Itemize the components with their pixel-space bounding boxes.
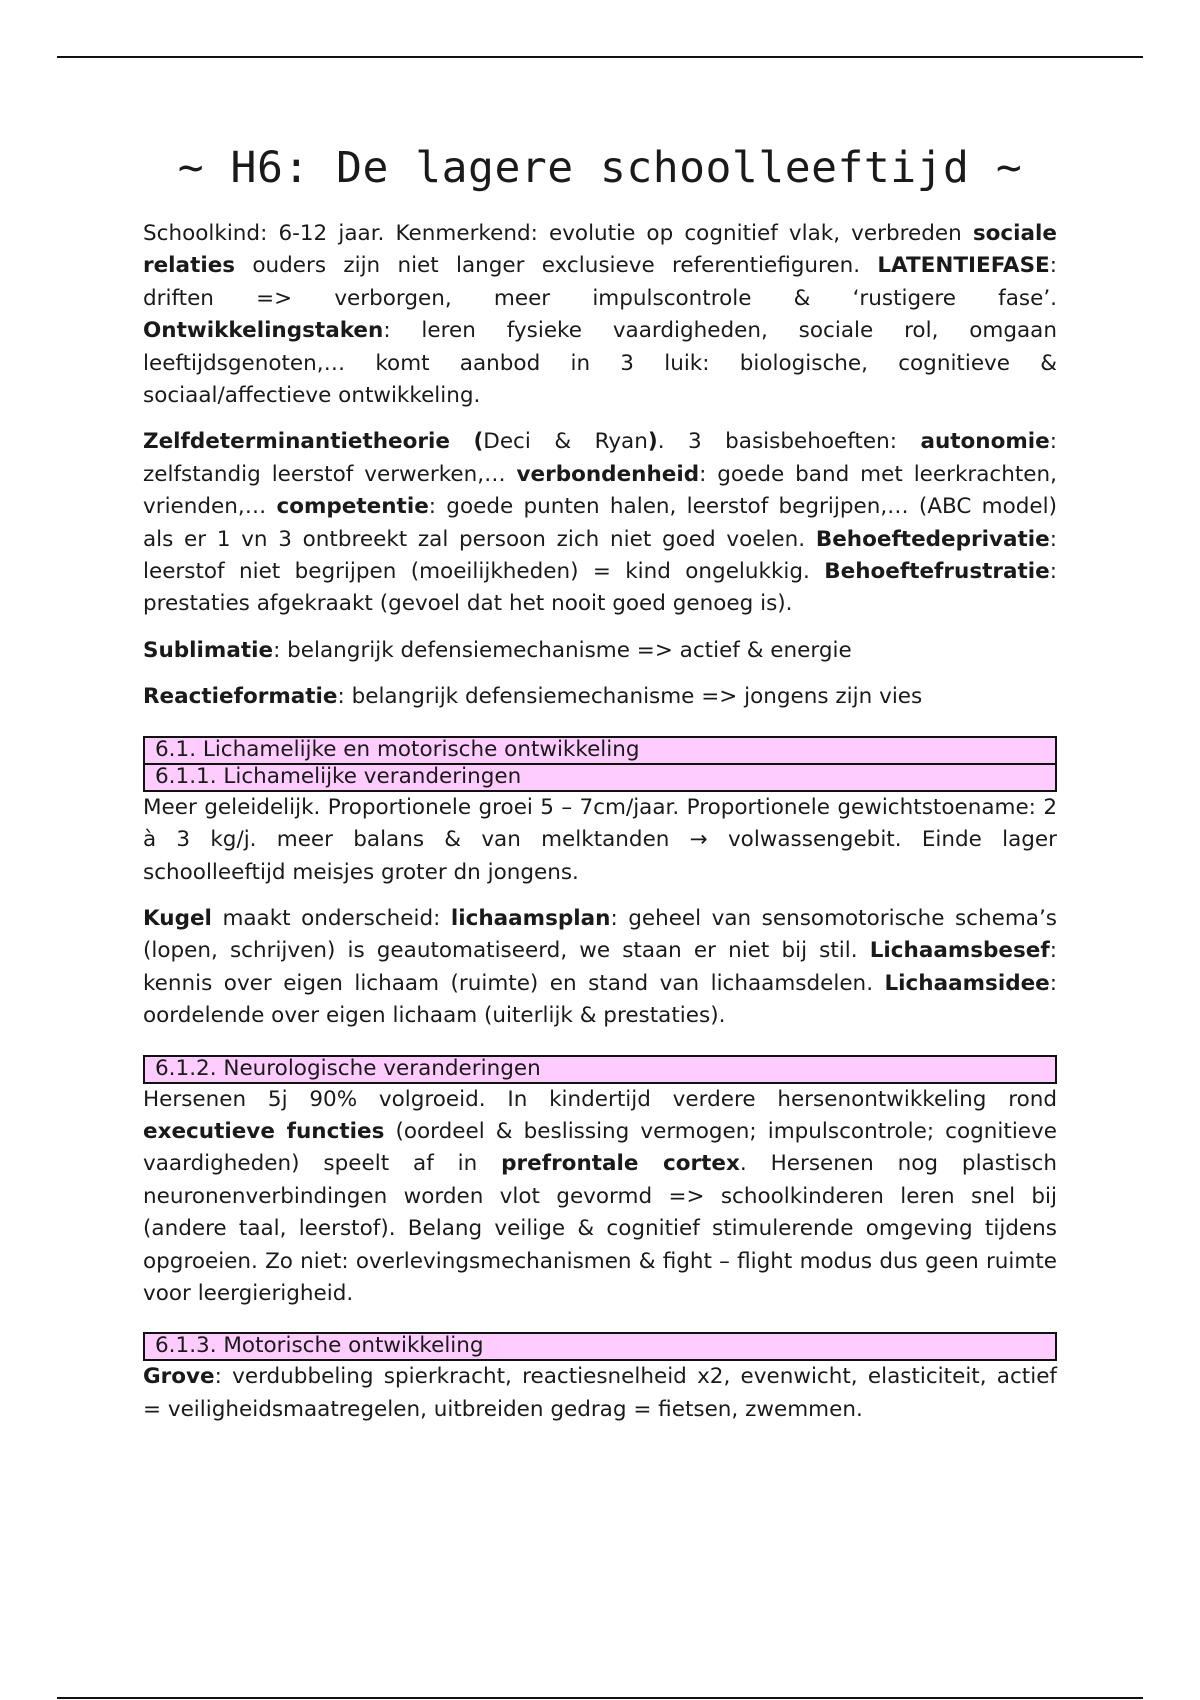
page-title: ~ H6: De lagere schoolleeftijd ~ <box>177 143 1023 193</box>
lichamelijke-paragraph: Meer geleidelijk. Proportionele groei 5 – 7cm/jaar. Proportionele gewichtstoename: 2 à 3 kg/j. meer balans & van melktanden → volwassengebit. Einde lager schoolleeftijd meisjes groter dn jongens. <box>143 794 1057 885</box>
top-rule <box>57 56 1143 58</box>
motorische-paragraph: Grove: verdubbeling spierkracht, reactiesnelheid x2, evenwicht, elasticiteit, actief = veiligheidsmaatregelen, uitbreiden gedrag = fietsen, zwemmen. <box>143 1364 1057 1422</box>
document-page <box>143 140 1057 1440</box>
sublimatie-paragraph: Sublimatie: belangrijk defensiemechanisme => actief & energie <box>143 637 852 663</box>
neurologische-paragraph: Hersenen 5j 90% volgroeid. In kindertijd verdere hersenontwikkeling rond executieve functies (oordeel & beslissing vermogen; impulscontrole; cognitieve vaardigheden) speelt af in prefrontale cortex. Hersenen nog plastisch neuronenverbindingen worden vlot gevormd => schoolkinderen leren snel bij (andere taal, leerstof). Belang veilige & cognitief stimulerende omgeving tijdens opgroeien. Zo niet: overlevingsmechanismen & fight – flight modus dus geen ruimte voor leergierigheid. <box>143 1086 1057 1306</box>
intro-paragraph: Schoolkind: 6-12 jaar. Kenmerkend: evolutie op cognitief vlak, verbreden sociale relaties ouders zijn niet langer exclusieve referentiefiguren. LATENTIEFASE: driften => verborgen, meer impulscontrole & ‘rustigere fase’. Ontwikkelingstaken: leren fysieke vaardigheden, sociale rol, omgaan leeftijdsgenoten,… komt aanbod in 3 luik: biologische, cognitieve & sociaal/affectieve ontwikkeling. <box>143 221 1057 409</box>
section-heading-6-1-1: 6.1.1. Lichamelijke veranderingen <box>143 765 1057 792</box>
zelfdeterminantie-paragraph: Zelfdeterminantietheorie (Deci & Ryan). 3 basisbehoeften: autonomie: zelfstandig leerstof verwerken,… verbondenheid: goede band met leerkrachten, vrienden,… competentie: goede punten halen, leerstof begrijpen,… (ABC model) als er 1 vn 3 ontbreekt zal persoon zich niet goed voelen. Behoeftedeprivatie: leerstof niet begrijpen (moeilijkheden) = kind ongelukkig. Behoeftefrustratie: prestaties afgekraakt (gevoel dat het nooit goed genoeg is). <box>143 429 1058 617</box>
reactieformatie-paragraph: Reactieformatie: belangrijk defensiemechanisme => jongens zijn vies <box>143 684 923 710</box>
section-heading-6-1-3: 6.1.3. Motorische ontwikkeling <box>143 1332 1057 1361</box>
kugel-paragraph: Kugel maakt onderscheid: lichaamsplan: geheel van sensomotorische schema’s (lopen, schrijven) is geautomatiseerd, we staan er niet bij stil. Lichaamsbesef: kennis over eigen lichaam (ruimte) en stand van lichaamsdelen. Lichaamsidee: oordelende over eigen lichaam (uiterlijk & prestaties). <box>143 905 1057 1029</box>
bottom-rule <box>57 1697 1143 1699</box>
section-heading-6-1-2: 6.1.2. Neurologische veranderingen <box>143 1055 1057 1084</box>
section-heading-6-1: 6.1. Lichamelijke en motorische ontwikkeling <box>143 736 1057 765</box>
